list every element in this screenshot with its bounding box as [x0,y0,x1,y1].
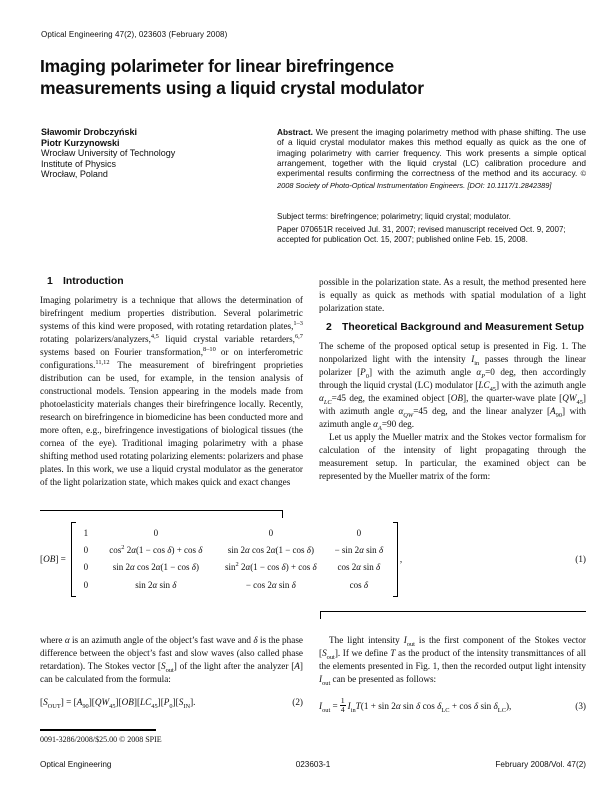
author-block [41,127,175,180]
paper-title-line-2: measurements using a liquid crystal modulator [40,77,424,98]
left-column [40,276,303,489]
section-title: Introduction [63,276,124,287]
subject-terms: Subject terms: birefringence; polarimetry; liquid crystal; modulator. [277,212,511,221]
fraction-one-quarter [340,697,346,715]
paper-history: Paper 070651R received Jul. 31, 2007; revised manuscript received Oct. 9, 2007; accepted for publication Oct. 15, 2007; published online Feb. 15, 2008. [277,225,566,245]
equation-1 [40,522,586,597]
copyright-footnote: 0091-3286/2008/$25.00 © 2008 SPIE [40,735,162,744]
mueller-matrix [71,522,398,597]
equation-2-number: (2) [292,697,303,707]
equation-1-comma: , [399,554,403,565]
footer-journal-name: Optical Engineering [40,760,112,769]
section-number: 2 [326,322,332,333]
equation-3-rhs: $I_{in}T(1 + \sin 2\alpha$ sin δ $\cos \delta_{LC} + \cos \delta$ $\sin \delta_{LC}$), [347,700,512,714]
fraction-numerator: 1 [340,696,345,705]
footer-page-number: 023603-1 [295,760,331,769]
matrix-cell: sin 2α cos 2α(1 − cos δ) [227,545,314,556]
author-affiliation: Wrocław, Poland [41,169,108,180]
matrix-cell: 0 [83,562,89,573]
section-2-heading [319,322,586,334]
page-footer [40,760,586,769]
author-affiliation: Wrocław University of Technology [41,148,176,159]
equation-span-rule-right [320,611,586,612]
equation-2 [40,697,303,710]
matrix-cell: sin 2α sin δ [135,579,177,590]
intensity-paragraph: The light intensity $I_{out}$ is the first component of the Stokes vector $[S_{out}]$. If we define T as the product of the intensity transmittances of all the elements presented in Fig. 1, then the recorded output light intensity $I_{out}$ can be presented as follows: [319,635,586,687]
equation-2-body: $[S_{OUT}] = [A_{90}][QW_{45}][OB][LC_{45}][P_0][S_{IN}]$. [40,697,196,710]
matrix-cell: − sin 2α sin δ [334,545,384,556]
footnote-rule [40,729,156,731]
equation-1-lhs: [OB] = [40,554,66,565]
paper-title-line-1: Imaging polarimeter for linear birefringence [40,56,394,76]
matrix-cell: 0 [83,579,89,590]
matrix-cell: 1 [83,528,89,538]
abstract: Abstract. We present the imaging polarimetry method with phase shifting. The use of a liquid crystal modulator makes this method equally as quick as the one of imaging polarimetry with carrier frequency. This work presents a simple optical arrangement, together with the liquid crystal (LC) calibration procedure and experimental results confirming the correctness of the method and its accuracy. © 2008 Society of Photo-Optical Instrumentation Engineers. [DOI: 10.1117/1.2842389] [277,127,586,190]
matrix-cell: $\sin^2 2\alpha(1 - \cos \delta) + \cos \delta$ [224,561,317,573]
matrix-grid [76,522,393,597]
intro-paragraph: Imaging polarimetry is a technique that allows the determination of birefringent medium properties distribution. Several polarimetric systems of this kind were proposed, with rotating retardation plates,$^{1-3}$ rotating polarizers/analyzers,$^{4,5}$ liquid crystal variable retarders,$^{6,7}$ systems based on Fourier transformation,$^{8-10}$ or on interferometric configurations.$^{11,12}$ The measurement of birefringent proprieties distribution can be used, for example, in the tension analysis of constructional models. Tension appearing in the models made from photoelasticity materials changes their birefringence locally. Recently, research on birefringence in biomedicine has been conducted more and more often, e.g., birefringence investigations of biological tissues (the cornea of the eye). Traditional imaging polarimetry with a phase shifting method used rotating polarizing elements: polarizers and phase plates. In this work, we use a liquid crystal modulator as the generator of the light polarization state, which makes quick and exact changes [40,295,304,488]
section-number: 1 [47,276,53,287]
footer-issue-date: February 2008/Vol. 47(2) [495,760,586,769]
right-column [319,276,586,483]
matrix-cell: 0 [83,545,89,556]
matrix-cell: 0 [356,528,362,538]
left-column-bottom [40,634,303,710]
right-column-bottom [319,634,586,715]
matrix-cell: − cos 2α sin δ [245,579,296,590]
matrix-cell: 0 [268,528,274,538]
intro-paragraph-continued: possible in the polarization state. As a result, the method presented here is equally as quick as methods with spatial modulation of a light polarization state. [319,277,586,313]
matrix-cell: sin 2α cos 2α(1 − cos δ) [112,562,199,573]
equation-span-rule-left [40,510,283,511]
equation-3 [319,697,586,715]
theory-paragraph-1: The scheme of the proposed optical setup is presented in Fig. 1. The nonpolarized light with the intensity $I_{in}$ passes through the linear polarizer $[P_0]$ with the azimuth angle $\alpha_P=0$ deg, then accordingly through the liquid crystal (LC) modulator $[LC_{45}]$ with the azimuth angle $\alpha_{LC}=45$ deg, the examined object [OB], the quarter-wave plate $[QW_{45}]$ with azimuth angle $\alpha_{QW}=45$ deg, and the linear analyzer $[A_{90}]$ with azimuth angle $\alpha_A=90$ deg. [319,341,587,433]
matrix-cell: cos 2α sin δ [337,562,381,573]
matrix-bracket-right [393,522,398,597]
section-1-heading [40,276,303,288]
equation-1-number: (1) [575,554,586,565]
paper-title [40,56,424,99]
fraction-denominator: 4 [340,705,345,715]
author-name: Sławomir Drobczyński [41,127,138,137]
equation-3-number: (3) [575,700,586,711]
matrix-cell: $\cos^2 2\alpha(1 - \cos \delta) + \cos \delta$ [109,544,203,556]
journal-header: Optical Engineering 47(2), 023603 (February 2008) [41,30,228,39]
author-affiliation: Institute of Physics [41,158,117,169]
author-name: Piotr Kurzynowski [41,137,120,148]
where-paragraph: where α is an azimuth angle of the object’s fast wave and δ is the phase difference between the object’s fast and slow waves (also called phase retardation). The Stokes vector $[S_{out}]$ of the light after the analyzer [A] can be calculated from the formula: [40,635,303,684]
matrix-cell: cos δ [349,579,369,590]
equation-3-body [319,697,511,715]
theory-paragraph-2: Let us apply the Mueller matrix and the Stokes vector formalism for calculation of the intensity of light propagating through the measurement setup. In particular, the examined object can be represented by the Mueller matrix of the form: [319,432,586,482]
equation-3-lhs: $I_{out}$ = [319,700,338,714]
matrix-cell: 0 [153,528,159,538]
section-title: Theoretical Background and Measurement Setup [342,322,584,333]
